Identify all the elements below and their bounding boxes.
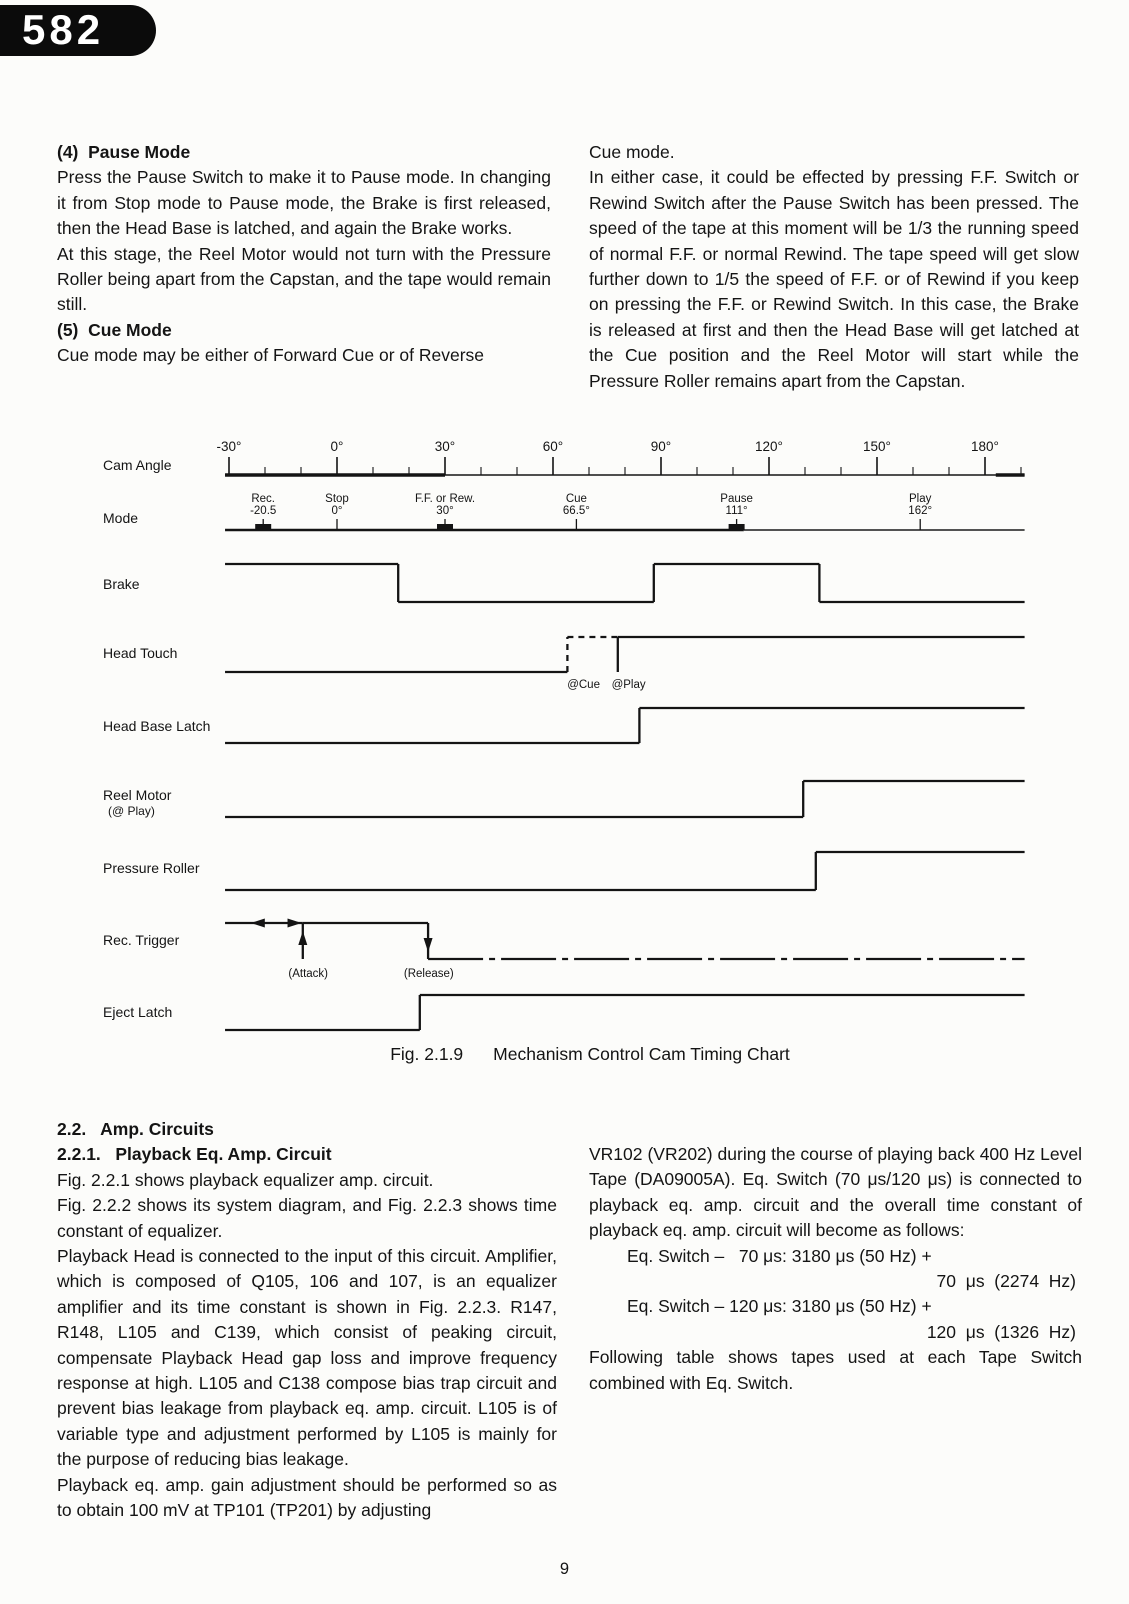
top-right-column	[589, 140, 1079, 394]
svg-text:-30°: -30°	[216, 439, 242, 454]
svg-text:Cam Angle: Cam Angle	[103, 457, 172, 473]
eq-switch-70-value-line: 70 μs (2274 Hz)	[936, 1271, 1076, 1292]
svg-text:111°: 111°	[725, 505, 748, 517]
svg-text:Cue: Cue	[565, 493, 587, 505]
svg-text:-20.5: -20.5	[250, 505, 277, 517]
section-2-2-heading: 2.2. Amp. Circuits	[57, 1119, 214, 1139]
svg-text:Pressure Roller: Pressure Roller	[103, 860, 200, 876]
svg-text:(@ Play): (@ Play)	[108, 804, 155, 818]
vr102-paragraph: VR102 (VR202) during the course of playing back 400 Hz Level Tape (DA09005A). Eq. Switch (70 μs/120 μs) is connected to playback eq. amp. circuit and the overall time constant of playback eq. amp. circuit will become as follows:	[589, 1144, 1082, 1241]
svg-text:Rec. Trigger: Rec. Trigger	[103, 932, 180, 948]
svg-text:150°: 150°	[863, 439, 891, 454]
figure-number: Fig. 2.1.9	[390, 1044, 464, 1064]
bottom-left-column	[57, 1117, 557, 1524]
section-4-heading: (4) Pause Mode	[57, 142, 191, 162]
cue-mode-continuation: Cue mode.	[589, 142, 675, 162]
svg-text:@Play: @Play	[611, 679, 646, 691]
top-left-column	[57, 140, 551, 369]
section-4-paragraph-2: At this stage, the Reel Motor would not turn with the Pressure Roller being apart from the Capstan, and the tape would remain still.	[57, 243, 551, 315]
eq-switch-120-value-line: 120 μs (1326 Hz)	[926, 1321, 1076, 1342]
svg-text:90°: 90°	[650, 439, 672, 454]
svg-text:0°: 0°	[331, 505, 343, 517]
eq-switch-70-line: Eq. Switch – 70 μs: 3180 μs (50 Hz) +	[627, 1245, 932, 1266]
amp-paragraph-1: Fig. 2.2.1 shows playback equalizer amp. circuit.	[57, 1169, 434, 1190]
figure-title: Mechanism Control Cam Timing Chart	[493, 1044, 790, 1064]
timing-row-head-touch	[103, 637, 1025, 691]
model-number-badge: 582	[0, 5, 156, 56]
timing-row-eject-latch	[103, 995, 1025, 1030]
timing-row-brake	[103, 564, 1025, 602]
svg-text:Head Base Latch: Head Base Latch	[103, 718, 211, 734]
timing-row-pressure-roller	[103, 852, 1025, 890]
svg-text:66.5°: 66.5°	[562, 505, 590, 517]
svg-text:Pause: Pause	[720, 493, 753, 505]
amp-paragraph-2: Fig. 2.2.2 shows its system diagram, and Fig. 2.2.3 shows time constant of equalizer.	[57, 1195, 557, 1241]
timing-row-head-base-latch	[103, 708, 1025, 743]
svg-text:0°: 0°	[330, 439, 344, 454]
bottom-right-column	[589, 1142, 1082, 1396]
svg-text:Brake: Brake	[103, 576, 140, 592]
svg-text:Eject Latch: Eject Latch	[103, 1004, 173, 1020]
mode-row	[103, 493, 1025, 530]
svg-text:@Cue: @Cue	[567, 679, 600, 691]
svg-text:Play: Play	[909, 493, 932, 505]
svg-text:30°: 30°	[436, 505, 454, 517]
svg-text:Mode: Mode	[103, 510, 139, 526]
timing-row-reel-motor	[103, 781, 1025, 818]
svg-text:60°: 60°	[542, 439, 564, 454]
section-2-2-1-heading: 2.2.1. Playback Eq. Amp. Circuit	[57, 1144, 332, 1165]
svg-text:120°: 120°	[755, 439, 783, 454]
section-4-paragraph-1: Press the Pause Switch to make it to Pause mode. In changing it from Stop mode to Pause mode, the Brake is first released, then the Head Base is latched, and again the Brake works.	[57, 167, 551, 239]
svg-text:Rec.: Rec.	[251, 493, 276, 505]
svg-text:Head Touch: Head Touch	[103, 645, 178, 661]
svg-text:Reel Motor: Reel Motor	[103, 787, 172, 803]
svg-text:(Release): (Release)	[403, 968, 454, 980]
figure-caption	[150, 1044, 1030, 1065]
cue-mode-paragraph: In either case, it could be effected by pressing F.F. Switch or Rewind Switch after the Pause Switch has been pressed. The speed of the tape at this moment will be 1/3 the running speed of normal F.F. or normal Rewind. The tape speed will get slow further down to 1/5 the speed of F.F. or of Rewind if you keep on pressing the F.F. or Rewind Switch. In this case, the Brake is released at first and then the Head Base will get latched at the Cue position and the Reel Motor will start while the Pressure Roller remains apart from the Capstan.	[589, 167, 1079, 391]
cam-angle-axis	[103, 439, 1025, 475]
svg-text:(Attack): (Attack)	[288, 968, 329, 980]
following-table-paragraph: Following table shows tapes used at each Tape Switch combined with Eq. Switch.	[589, 1347, 1082, 1393]
svg-text:180°: 180°	[971, 439, 999, 454]
svg-text:Stop: Stop	[325, 493, 349, 505]
page-number: 9	[559, 1560, 570, 1578]
svg-text:30°: 30°	[434, 439, 456, 454]
timing-row-rec-trigger	[103, 919, 1025, 981]
section-5-paragraph-1: Cue mode may be either of Forward Cue or of Reverse	[57, 345, 484, 366]
amp-paragraph-4: Playback eq. amp. gain adjustment should be performed so as to obtain 100 mV at TP101 (TP201) by adjusting	[57, 1474, 557, 1521]
section-5-heading: (5) Cue Mode	[57, 319, 172, 340]
eq-switch-120-line: Eq. Switch – 120 μs: 3180 μs (50 Hz) +	[627, 1296, 932, 1317]
svg-text:F.F. or Rew.: F.F. or Rew.	[414, 493, 476, 505]
svg-text:162°: 162°	[908, 505, 933, 517]
amp-paragraph-3: Playback Head is connected to the input of this circuit. Amplifier, which is composed of Q105, 106 and 107, is an equalizer amplifier and its time constant is shown in Fig. 2.2.3. R147, R148, L105 and C139, which consist of peaking circuit, compensate Playback Head gap loss and improve frequency response at high. L105 and C138 compose bias trap circuit and prevent bias leakage from playback eq. amp. circuit. L105 is of variable type and adjustment performed by L105 is mainly for the purpose of reducing bias leakage.	[57, 1246, 557, 1470]
